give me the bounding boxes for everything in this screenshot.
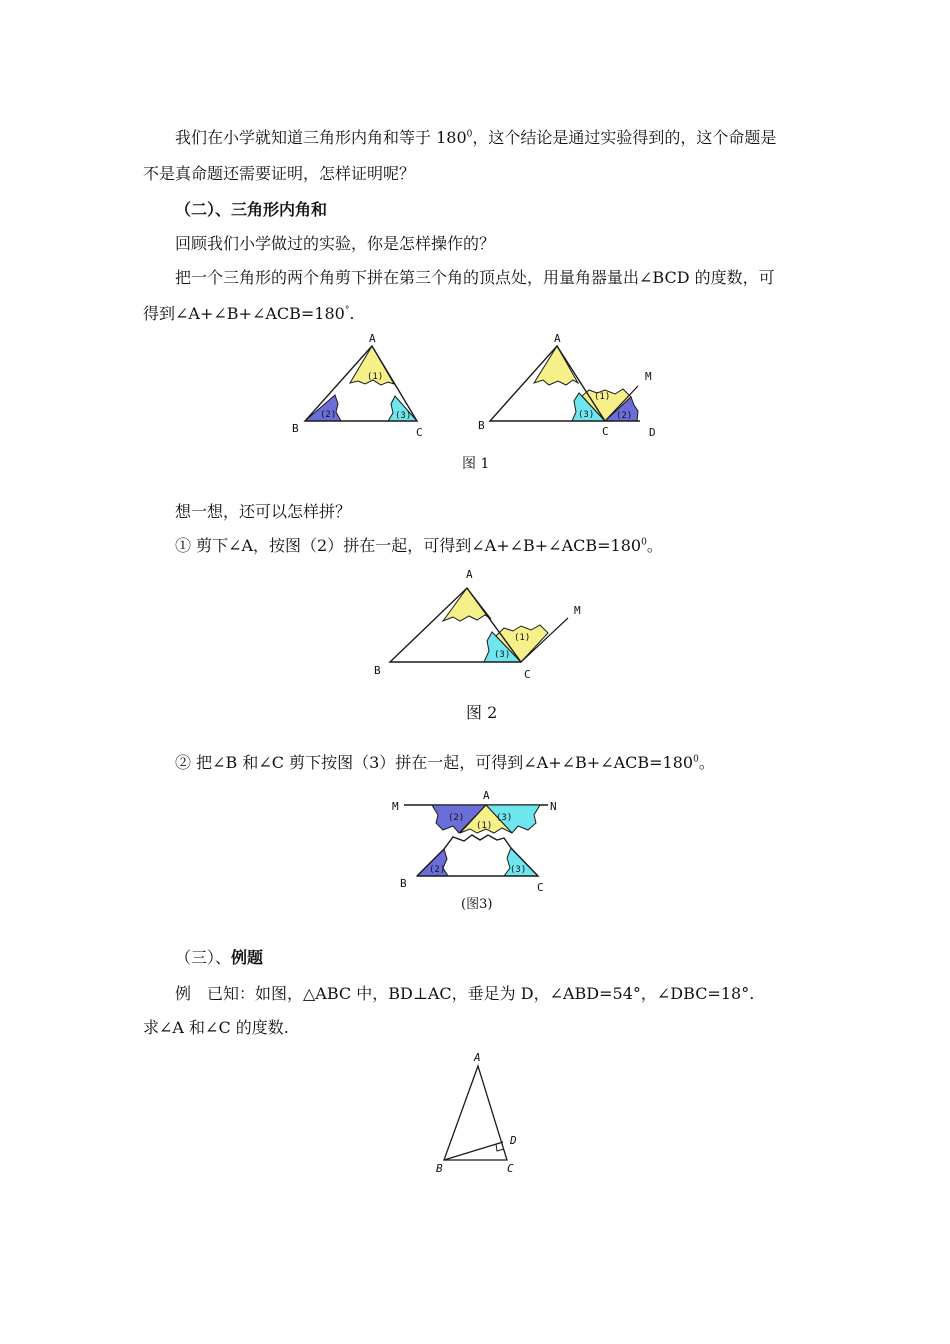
example-line-1: 例 已知：如图，△ABC 中，BD⊥AC，垂足为 D，∠ABD=54°，∠DBC=18°.: [175, 984, 755, 1003]
label-a3-top: (3): [496, 813, 513, 823]
section-heading-2: （二）、三角形内角和: [175, 200, 328, 219]
label-a1: (1): [476, 821, 493, 831]
label-C: C: [537, 881, 544, 894]
label-a2-top: (2): [448, 813, 465, 823]
label-a3: (3): [395, 411, 412, 421]
label-a2: (2): [320, 410, 337, 420]
angle-a-wedge: [534, 346, 578, 385]
label-B: B: [400, 877, 407, 890]
label-C: C: [507, 1162, 514, 1175]
intro-text-a: 我们在小学就知道三角形内角和等于 180: [175, 128, 467, 147]
label-C: C: [602, 425, 609, 438]
intro-line-2: 不是真命题还需要证明，怎样证明呢？: [143, 164, 416, 183]
degree-sup: °: [344, 305, 350, 316]
label-a3: (3): [578, 410, 595, 420]
label-a1: (1): [594, 392, 611, 402]
operation-line-2: [143, 304, 354, 324]
method-2-end: 。: [698, 753, 715, 772]
method-2-text: ② 把∠B 和∠C 剪下按图（3）拼在一起，可得到∠A+∠B+∠ACB=180: [175, 753, 694, 772]
figure-1-caption: 图 1: [462, 456, 490, 472]
label-M: M: [392, 800, 399, 813]
think-prompt: 想一想，还可以怎样拼？: [175, 502, 352, 521]
label-N: N: [550, 800, 557, 813]
label-a1: (1): [367, 372, 384, 382]
label-A: A: [369, 332, 376, 345]
label-a1: (1): [514, 633, 531, 643]
label-A: A: [483, 789, 490, 802]
altitude-bd: [444, 1142, 503, 1160]
intro-line-1: [175, 128, 776, 148]
operation-line-1: 把一个三角形的两个角剪下拼在第三个角的顶点处，用量角器量出∠BCD 的度数，可: [175, 268, 775, 287]
method-1: [175, 536, 663, 556]
figure-3-diagram: [390, 786, 570, 906]
label-M: M: [574, 604, 581, 617]
figure-4-diagram: [430, 1050, 550, 1180]
heading-title: 例题: [231, 948, 264, 967]
label-D: D: [649, 426, 656, 439]
method-1-text: ① 剪下∠A，按图（2）拼在一起，可得到∠A+∠B+∠ACB=180: [175, 536, 642, 555]
triangle-abc: [444, 1066, 507, 1160]
degree-sup: 0: [466, 129, 473, 140]
label-B: B: [478, 419, 485, 432]
figure-2-diagram: [370, 566, 600, 681]
heading-prefix: （三）、: [175, 948, 232, 967]
fig1-left-triangle: [292, 332, 423, 439]
label-B: B: [374, 664, 381, 677]
fig1-right-triangle: [478, 332, 656, 439]
section-heading-3: [175, 948, 263, 968]
method-1-end: 。: [646, 536, 663, 555]
label-C: C: [524, 668, 531, 681]
label-a3: (3): [510, 865, 527, 875]
operation-text: 得到∠A+∠B+∠ACB=180: [143, 304, 345, 323]
label-a3: (3): [494, 650, 511, 660]
label-a2: (2): [616, 411, 633, 421]
figure-2-caption: 图 2: [466, 703, 498, 722]
degree-sup: 0: [641, 537, 647, 548]
label-B: B: [292, 422, 299, 435]
review-question: 回顾我们小学做过的实验，你是怎样操作的？: [175, 234, 496, 253]
label-A: A: [474, 1051, 481, 1064]
intro-text-b: ，这个结论是通过实验得到的，这个命题是: [472, 128, 777, 147]
label-A: A: [466, 568, 473, 581]
label-M: M: [645, 370, 652, 383]
label-a2: (2): [429, 865, 446, 875]
method-2: [175, 753, 715, 773]
label-C: C: [416, 426, 423, 439]
label-D: D: [510, 1134, 517, 1147]
figure-3-caption: (图3): [461, 897, 493, 912]
figure-1-diagram: [285, 332, 685, 439]
label-B: B: [436, 1162, 443, 1175]
operation-period: .: [349, 304, 355, 323]
label-A: A: [554, 332, 561, 345]
degree-sup: 0: [693, 754, 699, 765]
example-line-2: 求∠A 和∠C 的度数.: [143, 1018, 289, 1037]
